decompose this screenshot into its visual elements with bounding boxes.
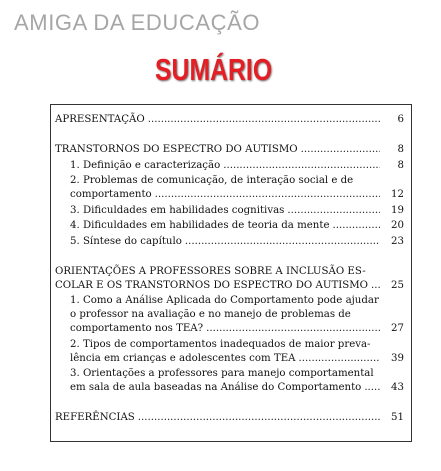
toc-entry-text: o professor na avaliação e no manejo de problemas de <box>70 309 351 320</box>
toc-entry-text: 2. Tipos de comportamentos inadequados de maior preva- <box>70 338 371 350</box>
toc-entry <box>70 219 404 233</box>
toc-entry <box>70 367 404 395</box>
toc-entry-text: 1. Definição e caracterização <box>70 159 221 171</box>
page-number: 19 <box>391 204 404 216</box>
page-title: SUMÁRIO <box>155 52 273 87</box>
page-number: 6 <box>397 114 404 125</box>
toc-entry-text: 2. Problemas de comunicação, de interação social e de <box>70 175 354 186</box>
toc-entry-row <box>70 381 404 395</box>
toc-entry <box>70 294 404 336</box>
toc-heading: COLAR E OS TRANSTORNOS DO ESPECTRO DO AUTISMO <box>55 279 369 291</box>
dot-leader <box>223 159 380 173</box>
toc-entry-line <box>70 294 404 308</box>
toc-entry-text: 1. Como a Análise Aplicada do Comportamento pode ajudar <box>70 295 379 306</box>
toc-entry-row <box>70 188 404 202</box>
toc-section-orientacoes <box>55 265 404 396</box>
toc-entry-row <box>70 322 404 336</box>
toc-heading-row <box>55 143 404 157</box>
toc-heading-line <box>55 265 404 279</box>
toc-entry-row <box>70 204 404 218</box>
page-number: 43 <box>391 382 404 393</box>
dot-leader <box>371 279 380 293</box>
dot-leader <box>155 188 380 202</box>
page-number: 8 <box>397 159 404 171</box>
toc-section-referencias <box>55 411 404 425</box>
toc-entry-text: comportamento <box>70 189 152 200</box>
dot-leader <box>301 143 380 157</box>
toc-entry <box>70 338 404 366</box>
toc-entry-row <box>70 352 404 366</box>
toc-entry-text: 3. Dificuldades em habilidades cognitivas <box>70 204 285 216</box>
page-number: 23 <box>391 235 404 247</box>
dot-leader <box>138 411 380 425</box>
brand-title: AMIGA DA EDUCAÇÃO <box>14 10 261 35</box>
dot-leader <box>148 113 380 127</box>
page-number: 8 <box>397 144 404 155</box>
toc-entry-text: lência em crianças e adolescentes com TEA <box>70 352 296 364</box>
toc-entry <box>70 174 404 202</box>
toc-heading: ORIENTAÇÕES A PROFESSORES SOBRE A INCLUSÃO ES- <box>55 265 366 277</box>
page-number: 27 <box>391 323 404 334</box>
toc-heading-row <box>55 113 404 127</box>
toc-entry-text: 5. Síntese do capítulo <box>70 235 182 247</box>
toc-entry <box>70 159 404 173</box>
toc-entry <box>70 235 404 249</box>
toc-section-apresentacao <box>55 113 404 127</box>
page-number: 51 <box>391 412 404 423</box>
dot-leader <box>287 204 380 218</box>
toc-entry-text: comportamento nos TEA? <box>70 323 204 334</box>
toc-entry-line <box>70 174 404 188</box>
table-of-contents <box>50 104 412 442</box>
toc-heading: APRESENTAÇÃO <box>55 114 145 125</box>
toc-heading-row <box>55 411 404 425</box>
dot-leader <box>206 322 380 336</box>
toc-entry-text: 3. Orientações a professores para manejo comportamental <box>70 368 374 379</box>
toc-entry-row <box>70 219 404 233</box>
dot-leader <box>364 381 380 395</box>
toc-entry-text: em sala de aula baseadas na Análise do Comportamento <box>70 382 362 393</box>
toc-entry-row <box>70 159 404 173</box>
toc-section-transtornos <box>55 143 404 249</box>
dot-leader <box>185 235 380 249</box>
toc-entry-line <box>70 367 404 381</box>
toc-heading: TRANSTORNOS DO ESPECTRO DO AUTISMO <box>55 144 298 155</box>
page-number: 25 <box>391 279 404 291</box>
page-number: 12 <box>391 189 404 200</box>
toc-entry <box>70 204 404 218</box>
dot-leader <box>332 219 380 233</box>
toc-entry-line <box>70 308 404 322</box>
toc-heading-row <box>55 279 404 293</box>
page-number: 39 <box>391 352 404 364</box>
toc-entry-row <box>70 235 404 249</box>
toc-entry-text: 4. Dificuldades em habilidades de teoria da mente <box>70 220 330 231</box>
dot-leader <box>299 352 381 366</box>
toc-heading: REFERÊNCIAS <box>55 412 135 423</box>
page-number: 20 <box>391 220 404 231</box>
toc-entry-line <box>70 338 404 352</box>
